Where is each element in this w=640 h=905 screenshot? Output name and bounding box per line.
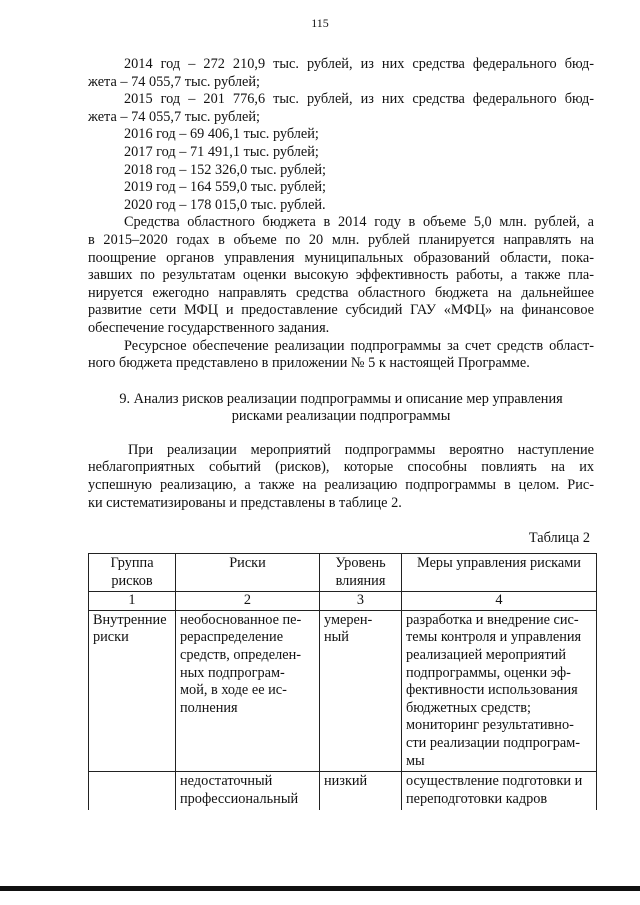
page-cut-mask [0,810,640,870]
paragraph-line: При реализации мероприятий подпрограммы вероятно наступление [128,441,594,458]
cell-line: мы [406,752,425,769]
measures-cell [402,610,597,771]
risk-group-cell [89,610,176,771]
funding-line: жета – 74 055,7 тыс. рублей; [88,108,261,125]
paragraph-regional-budget [88,214,594,337]
table-column-numbers-row [89,592,597,611]
header-line: Меры управления рисками [417,555,581,571]
paragraph-line: завших по результатам оценки высокую эффективность работы, а также пла- [88,267,594,284]
cell-line: мой, в ходе ее ис- [180,682,287,699]
column-number: 3 [320,592,402,611]
paragraph-line: в 2015–2020 годах в объеме по 20 млн. рублей планируется направлять на [88,231,594,248]
document-body [88,56,594,548]
paragraph-line: Средства областного бюджета в 2014 году в объеме 5,0 млн. рублей, а [124,214,594,231]
table-row [89,610,597,771]
cell-line: переподготовки кадров [406,790,548,807]
column-number: 1 [89,592,176,611]
cell-line: реализацией мероприятий [406,646,567,663]
table-header-row [89,554,597,592]
cell-line: ный [324,629,349,646]
paragraph-line: поощрение органов управления муниципальных образований области, пока- [88,249,594,266]
header-impact-level [320,554,402,592]
funding-line: 2017 год – 71 491,1 тыс. рублей; [124,143,319,160]
header-line: Группа [110,555,154,571]
paragraph-line: Ресурсное обеспечение реализации подпрограммы за счет средств област- [124,337,594,354]
cell-line: риски [93,629,129,646]
cell-line: умерен- [324,611,373,628]
header-line: влияния [335,572,386,589]
cell-line: темы контроля и управления [406,629,582,646]
paragraph-risks-intro [88,442,594,512]
funding-line: 2016 год – 69 406,1 тыс. рублей; [124,126,319,143]
header-line: Риски [229,555,266,571]
cell-line: профессиональный [180,790,299,807]
paragraph-line: ки систематизированы и представлены в таблице 2. [88,494,402,511]
cell-line: низкий [324,773,368,790]
cell-line: недостаточный [180,773,273,790]
paragraph-line: ного бюджета представлено в приложении № 5 к настоящей Программе. [88,355,530,372]
cell-line: сти реализации подпрограм- [406,734,581,751]
paragraph-line: развитие сети МФЦ и предоставление субсидий ГАУ «МФЦ» на финансовое [88,302,594,319]
heading-line: рисками реализации подпрограммы [231,408,451,425]
column-number: 2 [176,592,320,611]
cell-line: разработка и внедрение сис- [406,611,579,628]
cell-line: подпрограммы, оценки эф- [406,664,571,681]
funding-line: 2014 год – 272 210,9 тыс. рублей, из них средства федерального бюд- [124,56,594,72]
cell-line: ных подпрограм- [180,664,285,681]
section-heading [88,391,594,426]
header-line: Уровень [335,555,386,571]
paragraph-line: нируется ежегодно направлять средства областного бюджета на дальнейшее [88,284,594,301]
cell-line: средств, определен- [180,646,302,663]
cell-line: рераспределение [180,629,284,646]
risk-cell [176,610,320,771]
funding-line: 2018 год – 152 326,0 тыс. рублей; [124,161,327,178]
funding-line: жета – 74 055,7 тыс. рублей; [88,73,261,90]
impact-level-cell [320,610,402,771]
page-number: 115 [311,16,329,30]
header-risk-measures [402,554,597,592]
paragraph-resource-provision [88,338,594,373]
header-line: рисков [111,572,153,589]
heading-line: 9. Анализ рисков реализации подпрограммы и описание мер управления [119,390,563,407]
header-risk-group [89,554,176,592]
cell-line: осуществление подготовки и [406,773,583,790]
table-caption: Таблица 2 [528,530,590,547]
column-number: 4 [402,592,597,611]
funding-line: 2019 год – 164 559,0 тыс. рублей; [124,179,327,196]
funding-by-year [88,56,594,214]
funding-line: 2015 год – 201 776,6 тыс. рублей, из них средства федерального бюд- [124,91,594,108]
funding-line: 2020 год – 178 015,0 тыс. рублей. [124,196,326,213]
paragraph-line: успешную реализацию, а также на реализацию подпрограммы в целом. Рис- [88,477,594,494]
cell-line: бюджетных средств; [406,699,532,716]
risk-table [88,553,597,828]
cell-line: полнения [180,699,238,716]
bottom-rule [0,886,640,891]
cell-line: фективности использования [406,682,578,699]
cell-line: Внутренние [93,611,167,628]
paragraph-line: неблагоприятных событий (рисков), которые способны повлиять на их [88,459,594,476]
cell-line: необоснованное пе- [180,611,302,628]
paragraph-line: обеспечение государственного задания. [88,319,330,336]
cell-line: мониторинг результативно- [406,717,574,734]
header-risks [176,554,320,592]
